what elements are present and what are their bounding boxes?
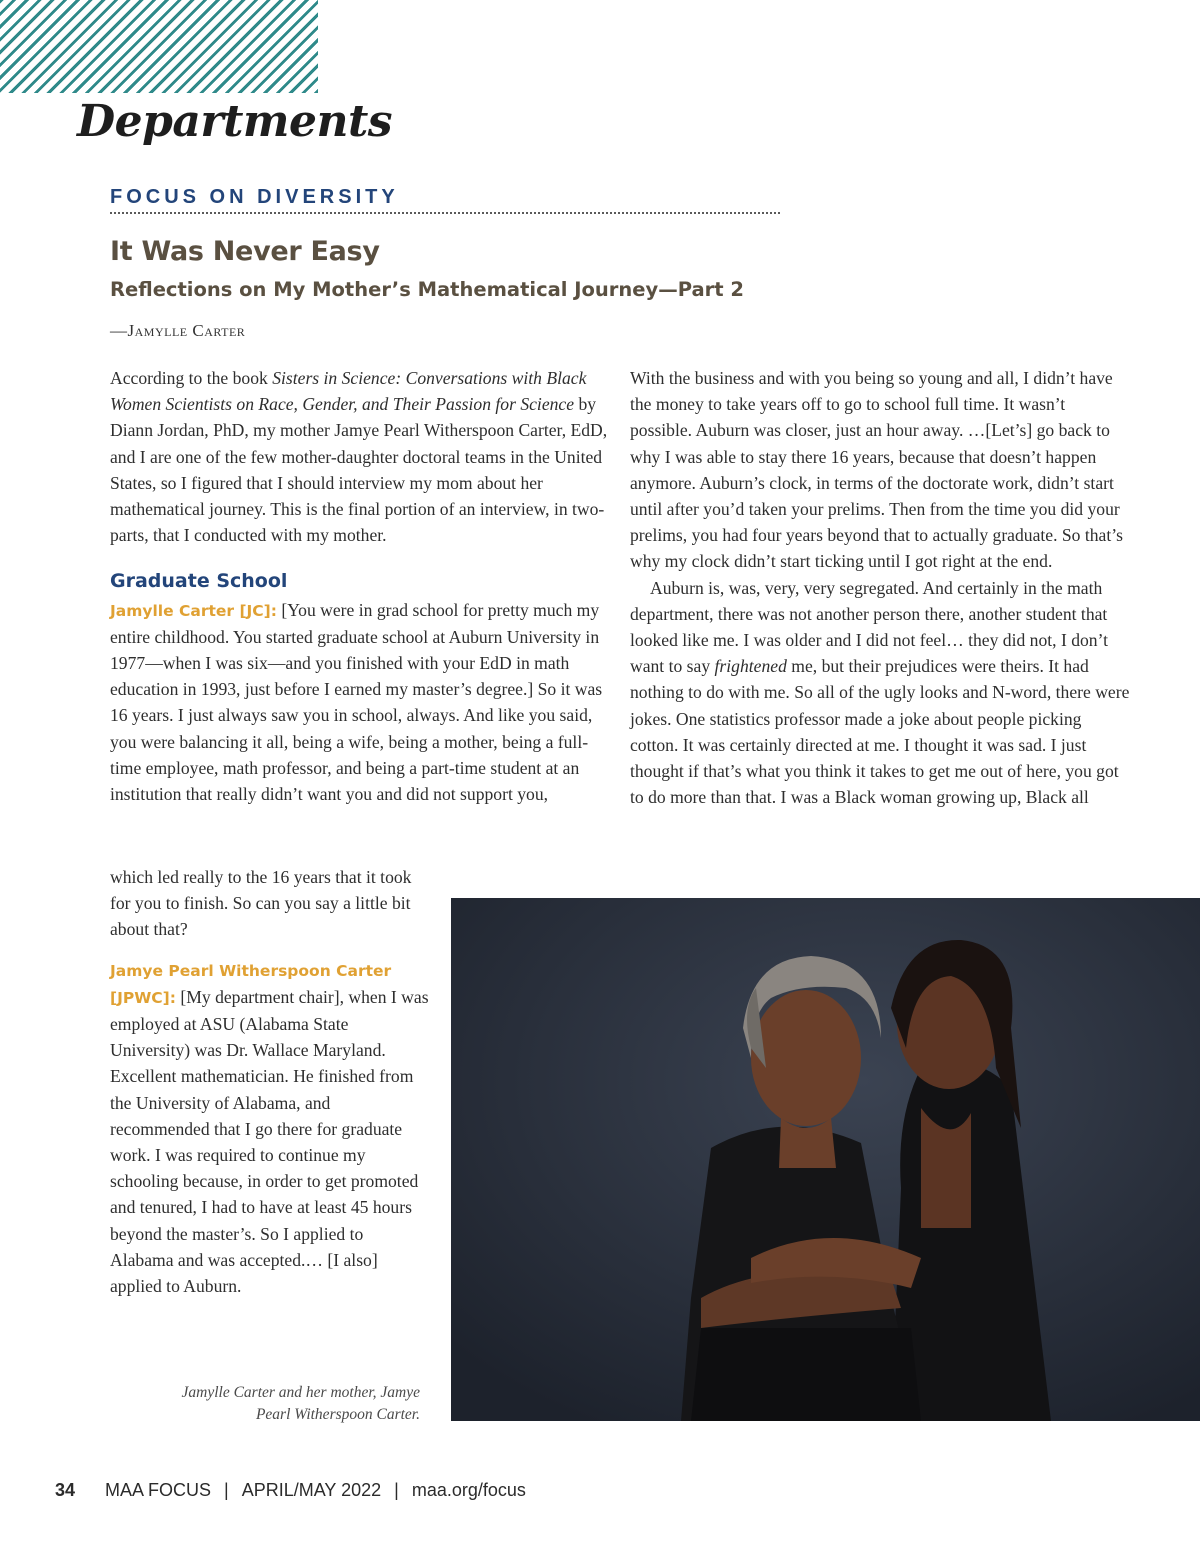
right-column (630, 365, 1130, 810)
speaker-jpwc: Jamye Pearl Witherspoon Carter [JPWC]: (110, 961, 392, 1007)
right-paragraph-2 (630, 575, 1130, 811)
answer-text: [My department chair], when I was employed at ASU (Alabama State University) was Dr. Wallace Maryland. Excellent mathematician. He finished from the University of Alabama, and recommended that I go there for graduate work. I was required to continue my schooling because, in order to get promoted and tenured, I had to have at least 45 hours beyond the master’s. So I applied to Alabama and was accepted.… [I also] applied to Auburn. (110, 986, 429, 1297)
intro-paragraph (110, 365, 610, 548)
answer-paragraph (110, 957, 430, 1300)
footer-separator: | (224, 1480, 229, 1500)
byline: —Jamylle Carter (110, 321, 246, 340)
left-column (110, 365, 610, 807)
portrait-illustration (451, 898, 1200, 1421)
portrait-photo (451, 898, 1200, 1421)
issue-date: APRIL/MAY 2022 (241, 1480, 382, 1500)
book-title: Sisters in Science: Conversations with Black Women Scientists on Race, Gender, and Their Passion for Science (110, 368, 587, 415)
department-title: Departments (77, 96, 393, 147)
question-continued: which led really to the 16 years that it took for you to finish. So can you say a little bit about that? (110, 867, 412, 940)
left-column-narrow (110, 864, 430, 1299)
section-heading-graduate-school: Graduate School (110, 570, 288, 593)
right-p2-pre: Auburn is, was, very, very segregated. And certainly in the math department, there was not another person there, another student that looked like me. I was older and I did not feel… they did not, I don’t want to say (630, 577, 1109, 677)
page-number: 34 (55, 1480, 76, 1500)
speaker-jc: Jamylle Carter [JC]: (110, 601, 277, 620)
intro-pre: According to the book (110, 368, 273, 388)
publication-url[interactable]: maa.org/focus (411, 1480, 526, 1500)
question-text: [You were in grad school for pretty much my entire childhood. You started graduate school at Auburn University in 1977—when I was six—and you finished with your EdD in math education in 1993, just before I earned my master’s degree.] So it was 16 years. I just always saw you in school, always. And like you said, you were balancing it all, being a wife, being a mother, being a full-time employee, math professor, and being a part-time student at an institution that really didn’t want you and did not support you, (110, 599, 603, 805)
footer-separator: | (394, 1480, 399, 1500)
article-title: It Was Never Easy (110, 236, 380, 267)
photo-caption: Jamylle Carter and her mother, Jamye Pearl Witherspoon Carter. (181, 1384, 420, 1423)
right-p2-post: me, but their prejudices were theirs. It had nothing to do with me. So all of the ugly looks and N-word, there were jokes. One statistics professor made a joke about people picking cotton. It was certainly directed at me. I thought it was sad. I just thought if that’s what you think it takes to get me out of here, you got to do more than that. I was a Black woman growing up, Black all (630, 656, 1130, 808)
dotted-divider (110, 212, 780, 214)
diagonal-stripe-pattern (0, 0, 318, 93)
section-kicker: FOCUS ON DIVERSITY (110, 186, 399, 208)
right-p2-emph: frightened (714, 656, 787, 677)
intro-post: by Diann Jordan, PhD, my mother Jamye Pearl Witherspoon Carter, EdD, and I are one of the few mother-daughter doctoral teams in the United States, so I figured that I should interview my mom about her mathematical journey. This is the final portion of an interview, in two-parts, that I conducted with my mother. (110, 394, 608, 546)
publication-name: MAA FOCUS (105, 1480, 212, 1500)
question-paragraph (110, 597, 610, 808)
page-footer (55, 1480, 526, 1501)
article-subtitle: Reflections on My Mother’s Mathematical Journey—Part 2 (110, 278, 744, 301)
right-paragraph-1: With the business and with you being so young and all, I didn’t have the money to take years off to go to school full time. It wasn’t possible. Auburn was closer, just an hour away. …[Let’s] go back to why I was able to stay there 16 years, because that doesn’t happen anymore. Auburn’s clock, in terms of the doctorate work, didn’t start until after you’d taken your prelims. Then from the time you did your prelims, you had four years beyond that to actually graduate. So that’s why my clock didn’t start ticking until I got right at the end. (630, 368, 1123, 572)
